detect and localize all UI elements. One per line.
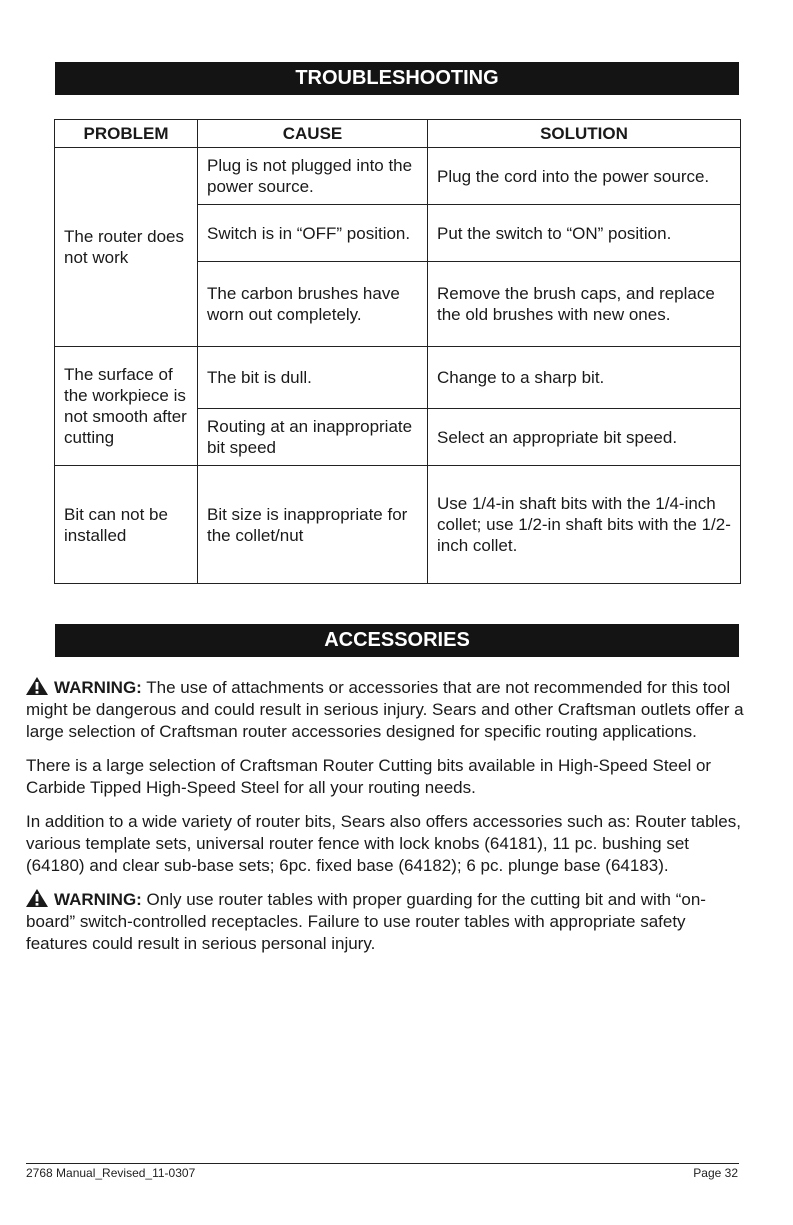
solution-cell: Select an appropriate bit speed. (428, 409, 741, 466)
warning-paragraph-1 (26, 677, 746, 743)
solution-cell: Remove the brush caps, and replace the old brushes with new ones. (428, 262, 741, 347)
warning-label: WARNING: (54, 678, 142, 697)
troubleshooting-heading: TROUBLESHOOTING (55, 62, 739, 95)
header-problem: PROBLEM (55, 120, 198, 148)
solution-cell: Plug the cord into the power source. (428, 148, 741, 205)
cause-cell: The carbon brushes have worn out completely. (198, 262, 428, 347)
warning-paragraph-2 (26, 889, 746, 955)
table-row (55, 148, 741, 205)
cause-cell: Plug is not plugged into the power source. (198, 148, 428, 205)
solution-cell: Put the switch to “ON” position. (428, 205, 741, 262)
warning-triangle-icon (26, 677, 48, 695)
accessories-heading: ACCESSORIES (55, 624, 739, 657)
accessories-paragraph: In addition to a wide variety of router bits, Sears also offers accessories such as: Router tables, various template sets, universal router fence with lock knobs (64181), 11 pc. bushing set (64180) and clear sub-base sets; 6pc. fixed base (64182); 6 pc. plunge base (64183). (26, 812, 741, 875)
accessories-section (26, 677, 746, 967)
footer-manual-id: 2768 Manual_Revised_11-0307 (26, 1166, 196, 1180)
cause-cell: The bit is dull. (198, 347, 428, 409)
problem-cell: The router does not work (55, 148, 198, 347)
warning-text: Only use router tables with proper guarding for the cutting bit and with “on-board” switch-controlled receptacles. Failure to use router tables with appropriate safety features could result in serious personal injury. (26, 890, 706, 953)
warning-text: The use of attachments or accessories that are not recommended for this tool might be dangerous and could result in serious injury. Sears and other Craftsman outlets offer a large selection of Craftsman router accessories designed for specific routing applications. (26, 678, 744, 741)
solution-cell: Change to a sharp bit. (428, 347, 741, 409)
table-row (55, 347, 741, 409)
cause-cell: Bit size is inappropriate for the collet/nut (198, 466, 428, 584)
header-cause: CAUSE (198, 120, 428, 148)
footer-divider (26, 1163, 739, 1164)
problem-cell: Bit can not be installed (55, 466, 198, 584)
warning-label: WARNING: (54, 890, 142, 909)
footer-page-number: Page 32 (693, 1166, 738, 1180)
cause-cell: Routing at an inappropriate bit speed (198, 409, 428, 466)
table-row (55, 466, 741, 584)
solution-cell: Use 1/4-in shaft bits with the 1/4-inch collet; use 1/2-in shaft bits with the 1/2-inch collet. (428, 466, 741, 584)
problem-cell: The surface of the workpiece is not smooth after cutting (55, 347, 198, 466)
bits-paragraph: There is a large selection of Craftsman Router Cutting bits available in High-Speed Steel or Carbide Tipped High-Speed Steel for all your routing needs. (26, 756, 712, 797)
troubleshooting-table (54, 119, 741, 584)
table-header-row (55, 120, 741, 148)
warning-triangle-icon (26, 889, 48, 907)
header-solution: SOLUTION (428, 120, 741, 148)
cause-cell: Switch is in “OFF” position. (198, 205, 428, 262)
